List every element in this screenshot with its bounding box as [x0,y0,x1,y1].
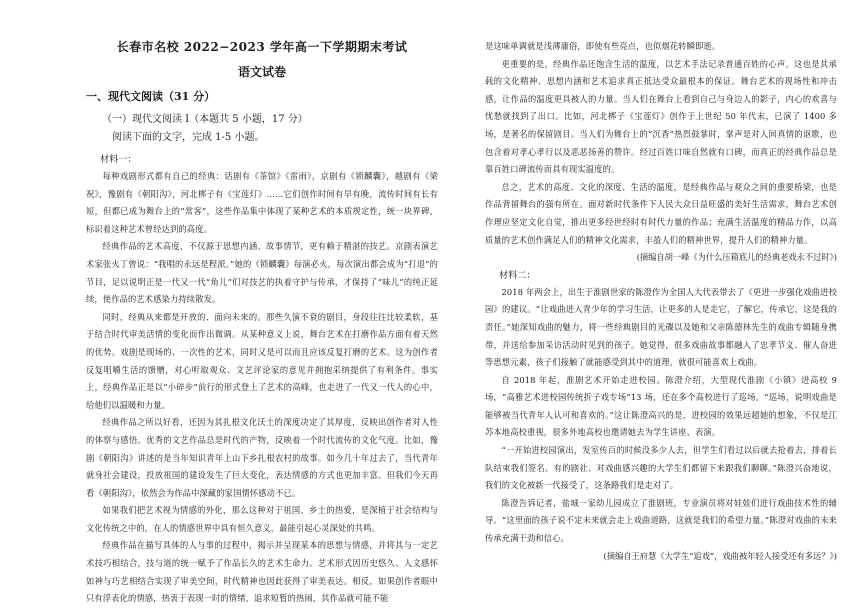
subject-title: 语文试卷 [237,65,286,79]
paragraph: 是这味单调就是浅薄庸俗，即使有些亮点，也似烟花转瞬即逝。 [485,41,721,51]
paragraph: 经典作品在描写具体的人与事的过程中，揭示并呈现某本的思想与情感，并将其与一定艺术技巧相结合，技与道的统一赋予了作品长久的艺术生命力。艺术形式因历史悠久、人文感怀如神与巧艺相结合实现了审美空间，时代精神也因此获得了审美表达。相反，如果创作者眼中只有浮表化的情感，热衷于表现一时的情绪，追求短暂的热闹，其作品就可能不能 [86,540,438,604]
source-citation: (摘编自王府慧《大学生“追戏”，戏曲被年轻人接受还有多远？》) [603,550,837,561]
paragraph: 总之，艺术的高度、文化的深度、生活的温度，是经典作品与观众之间的重要桥梁，也是作品背留舞台的强有所在。面对新时代条件下人民大众日益旺盛的美好生活需求，舞台艺术创作理应坚定文化自觉，推出更多经世经时有时代力量的作品；充满生活温度的精品力作，以高质量的艺术创作满足人们的精神文化需求，丰盈人们的精神世界，提升人们的精神力量。 [485,181,837,245]
right-column [485,38,837,565]
left-column [86,38,438,608]
paragraph: 自 2018 年起，淮剧艺术开始走进校园。陈澄介绍，大型现代淮剧《小镇》进高校 9 场，“高雅艺术进校园传统折子戏专场”13 场，还在多个高校进行了巡场。“巡场，说明戏曲是能够被当代青年人认可和喜欢的。”这让陈澄高兴的是，进校园的效果远超她的想象，不仅是江苏本地高校重视，很多外地高校也邀请她去为学生讲座、表演。 [485,374,837,438]
section-heading: 一、现代文阅读（31 分） [86,90,216,103]
material2-label: 材料二： [499,269,536,281]
instruction: 阅读下面的文字，完成 1-5 小题。 [112,132,265,143]
paragraph: 同时，经典从来都是开放的、面向未来的。那些久演不衰的剧目，身段往往比较柔软，基于结合时代审美活情的变化而作出微调。从某种意义上说，舞台艺术在打磨作品方面有着天然的优势。戏剧是现场的、一次性的艺术，同时又是可以而且应该反复打磨的艺术。这为创作者反复咀嚼生活的馈赠，对心听取观众、文艺评论家的意见并拥抱采纳提供了有利条件。事实上，经典作品正是以“小碎步”前行的形式登上了艺术的高峰，也走进了一代又一代人的心中，给他们以温暖和力量。 [86,311,438,410]
paragraph: 更重要的是，经典作品还饱含生活的温度，以艺术手法记录普通百姓的心声。这也是其承载的文化精神、思想内涵和艺术追求真正抵达受众最根本的保证。舞台艺术的现场性和冲击感，让作品的温度更具被人的力量。当人们在舞台上看到自己与身边人的影子，内心的欢喜与忧愁就找到了出口。比如，河北梆子《宝莲灯》创作于上世纪 50 年代末，已演了 1400 多场，是著名的保留剧目。当人们为舞台上的“沉香”热烈鼓掌时，掌声是对人间真情的讴歌，也包含着对孝心孝行以及恶恶扬善的赞许。经过百姓口味自然就有口碑，而真正的经典作品总是靠百姓口碑流传而具有现实温度的。 [485,58,837,175]
paragraph: 每种戏剧形式都有自己的经典：话剧有《茶馆》《雷雨》，京剧有《锁麟囊》，越剧有《梁祝》，豫剧有《朝阳沟》，河北梆子有《宝莲灯》……它们创作时间有早有晚，流传时间有长有短，但都已成为舞台上的“常客”，这些作品集中体现了某种艺术的本质规定性，统一块界碑，标识着这种艺术曾经达到的高度。 [86,171,438,234]
paragraph: “一开始进校园演出，发室传百的时候没多少人去，但学生们看过以后就去抢着去，排着长队结束我们签名。有的剧社、对戏曲感兴趣的大学生们都留下来跟我们聊聊。”陈澄兴奋地说，我们的文化被新一代接受了，这条路我们是走对了。 [485,445,837,491]
paragraph: 如果我们把艺术视为情感的外化，那么这种对于祖国、乡土的热爱，是深植于社会结构与文化传统之中的，在人的情感世界中具有恒久意义，最能引起心灵深处的共鸣。 [86,505,438,533]
exam-title: 长春市名校 2022−2023 学年高一下学期期末考试 [116,40,408,54]
sub-heading: （一）现代文阅读 I（本题共 5 小题，17 分） [102,114,308,125]
source-citation: (摘编自胡一峰《为什么压箱底儿的经典老戏永不过时》) [636,252,837,263]
paragraph: 陈澄告诉记者，盐城一家幼儿园成立了淮剧班，专业演员将对娃娃们进行戏曲技术性的辅导。“这里面的孩子说不定未来就会走上戏曲道路，这就是我们的希望力量。”陈澄对戏曲的未来传承充满干劲和信心。 [485,497,837,544]
paragraph: 2018 年两会上，出生于淮剧世家的陈澄作为全国人大代表带去了《更进一步强化戏曲进校园》的建议。“让戏曲进入青少年的学习生活，让更多的人是走它，了解它，传承它，这是我的责任。”她深知戏曲的魅力，将一些经典剧目的光碟以及她和父亲陈德林先生的戏曲专辑随身携带，并送给参加采访活动时见到的孩子。她觉得，很多戏曲故事都融入了忠孝节义、催人奋进等思想元素，孩子们接触了就能感受到其中的道理，就很可能喜欢上戏曲。 [485,286,837,368]
paragraph: 经典作品之所以好看，还因为其扎根文化沃土的深度决定了其厚度，反映出创作者对人性的体察与感悟。优秀的文艺作品总是时代的产物，反映着一个时代流传的文化气度。比如，豫剧《朝阳沟》讲述的是当年知识青年上山下乡扎根农村的故事。如今几十年过去了，当代青年就身社会建设，投放祖国的建设发生了巨大变化，表达情感的方式也更加丰富。但我们今天再看《朝阳沟》，依然会为作品中深藏的家国情怀感动不已。 [86,417,438,498]
material1-label: 材料一： [100,154,137,165]
paragraph: 经典作品的艺术高度，不仅源于思想内涵、故事情节，更有赖于精湛的技艺。京剧表演艺术家张火丁曾说：“我唱的永远是程派。”她的《锁麟囊》每演必火，每次演出都会成为“打退”的节目，足以说明正是一代又一代“角儿”们对技艺的执着守护与传承，才保持了“味儿”的纯正延续，使作品的艺术感染力持续散发。 [86,241,438,305]
